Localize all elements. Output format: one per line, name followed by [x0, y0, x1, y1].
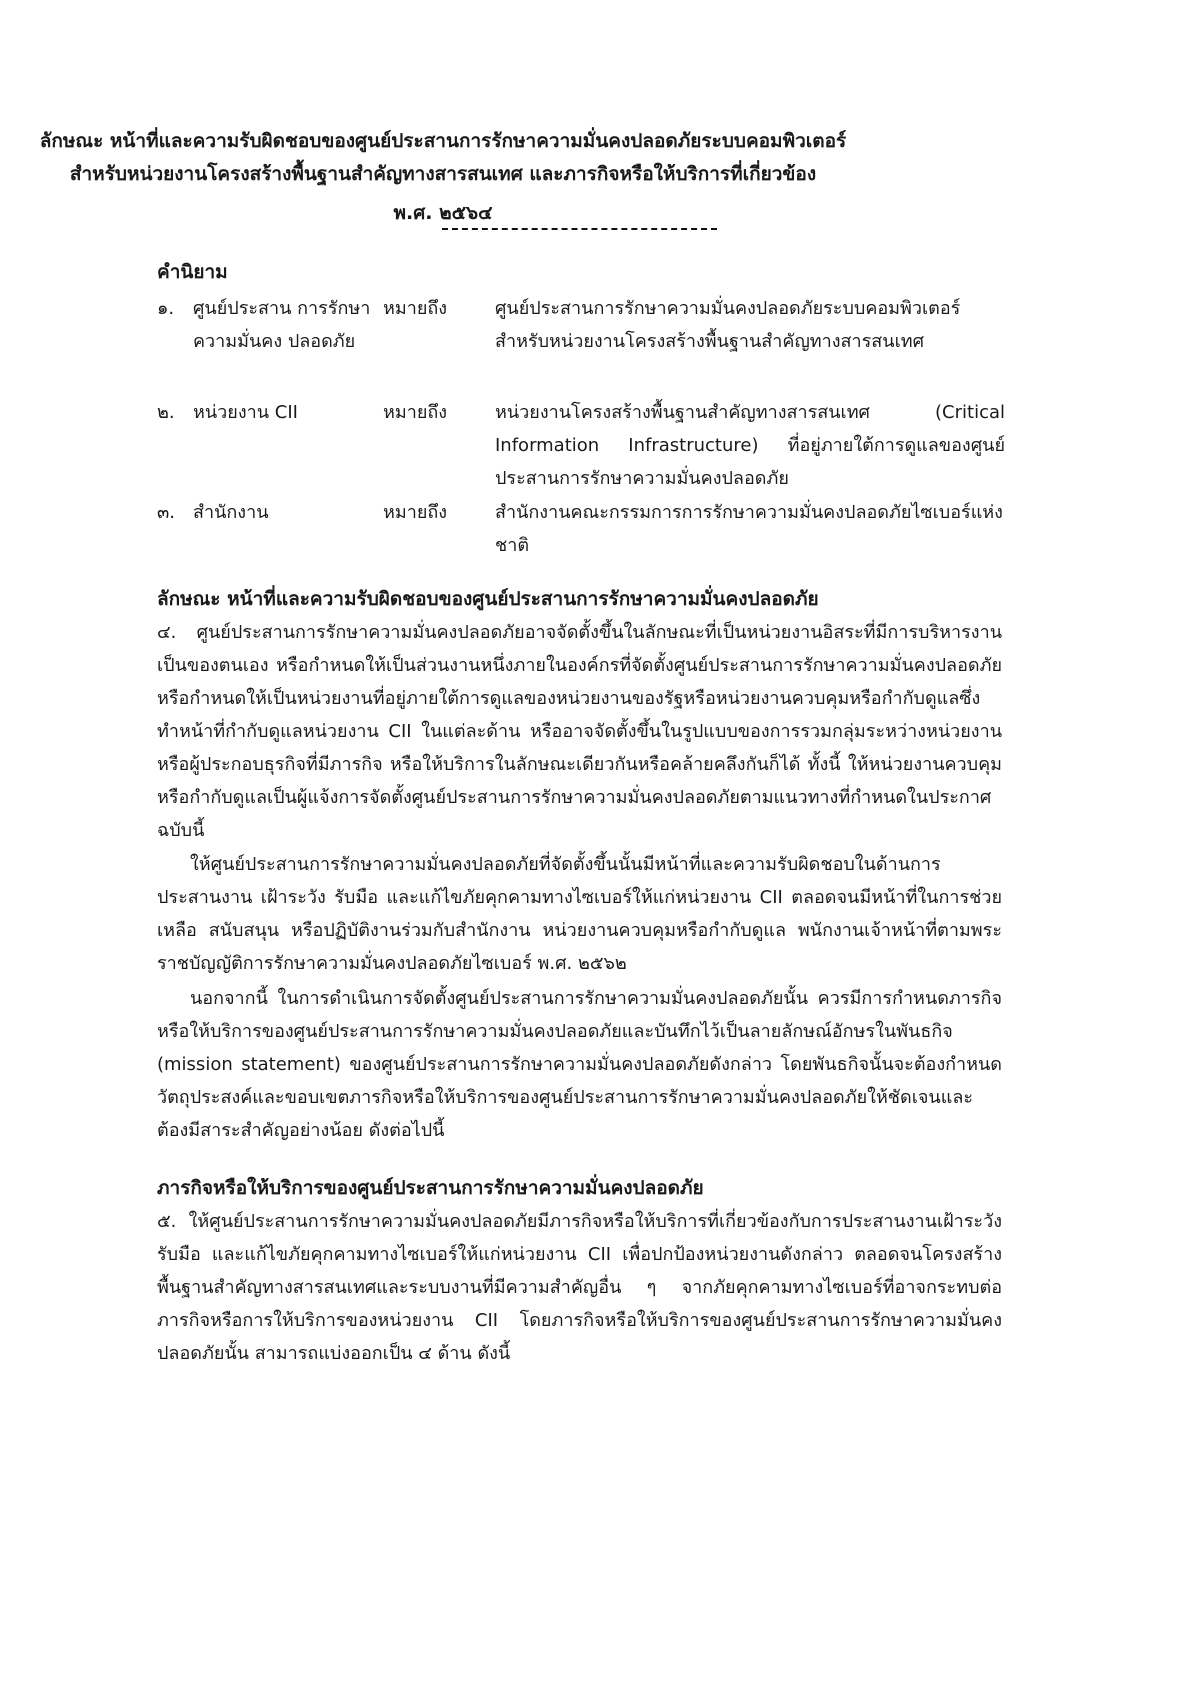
definition-means: หมายถึง [383, 298, 448, 319]
definition-number: ๑. [157, 298, 175, 319]
definition-term: ศูนย์ประสาน การรักษาความมั่นคง ปลอดภัย [193, 298, 371, 352]
section-missions-heading: ภารกิจหรือให้บริการของศูนย์ประสานการรักษาความมั่นคงปลอดภัย [157, 1177, 704, 1199]
definition-description: หน่วยงานโครงสร้างพื้นฐานสำคัญทางสารสนเทศ (Critical Information Infrastructure) ที่อยู่ภายใต้การดูแลของศูนย์ประสานการรักษาความมั่นคงปลอดภัย [495, 402, 1005, 489]
definition-number: ๒. [157, 402, 175, 423]
section-duties-heading: ลักษณะ หน้าที่และความรับผิดชอบของศูนย์ประสานการรักษาความมั่นคงปลอดภัย [157, 588, 819, 610]
section-duties-paragraph-3: นอกจากนี้ ในการดำเนินการจัดตั้งศูนย์ประสานการรักษาความมั่นคงปลอดภัยนั้น ควรมีการกำหนดภารกิจหรือให้บริการของศูนย์ประสานการรักษาความมั่นคงปลอดภัยและบันทึกไว้เป็นลายลักษณ์อักษรในพันธกิจ (mission statement) ของศูนย์ประสานการรักษาความมั่นคงปลอดภัยดังกล่าว โดยพันธกิจนั้นจะต้องกำหนดวัตถุประสงค์และขอบเขตภารกิจหรือให้บริการของศูนย์ประสานการรักษาความมั่นคงปลอดภัยให้ชัดเจนและต้องมีสาระสำคัญอย่างน้อย ดังต่อไปนี้ [157, 988, 1002, 1141]
document-title-line-2: สำหรับหน่วยงานโครงสร้างพื้นฐานสำคัญทางสารสนเทศ และภารกิจหรือให้บริการที่เกี่ยวข้อง [69, 163, 817, 185]
definition-term: หน่วยงาน CII [193, 402, 298, 423]
section-missions-paragraph-1: ๕. ให้ศูนย์ประสานการรักษาความมั่นคงปลอดภัยมีภารกิจหรือให้บริการที่เกี่ยวข้องกับการประสานงานเฝ้าระวัง รับมือ และแก้ไขภัยคุกคามทางไซเบอร์ให้แก่หน่วยงาน CII เพื่อปกป้องหน่วยงานดังกล่าว ตลอดจนโครงสร้างพื้นฐานสำคัญทางสารสนเทศและระบบงานที่มีความสำคัญอื่น ๆ จากภัยคุกคามทางไซเบอร์ที่อาจกระทบต่อภารกิจหรือการให้บริการของหน่วยงาน CII โดยภารกิจหรือให้บริการของศูนย์ประสานการรักษาความมั่นคงปลอดภัยนั้น สามารถแบ่งออกเป็น ๔ ด้าน ดังนี้ [157, 1211, 1002, 1364]
definitions-heading: คำนิยาม [157, 261, 228, 283]
definition-means: หมายถึง [383, 402, 448, 423]
definition-description: ศูนย์ประสานการรักษาความมั่นคงปลอดภัยระบบคอมพิวเตอร์ สำหรับหน่วยงานโครงสร้างพื้นฐานสำคัญทางสารสนเทศ [495, 298, 961, 352]
section-duties-paragraph-1: ๔. ศูนย์ประสานการรักษาความมั่นคงปลอดภัยอาจจัดตั้งขึ้นในลักษณะที่เป็นหน่วยงานอิสระที่มีการบริหารงานเป็นของตนเอง หรือกำหนดให้เป็นส่วนงานหนึ่งภายในองค์กรที่จัดตั้งศูนย์ประสานการรักษาความมั่นคงปลอดภัยหรือกำหนดให้เป็นหน่วยงานที่อยู่ภายใต้การดูแลของหน่วยงานของรัฐหรือหน่วยงานควบคุมหรือกำกับดูแลซึ่งทำหน้าที่กำกับดูแลหน่วยงาน CII ในแต่ละด้าน หรืออาจจัดตั้งขึ้นในรูปแบบของการรวมกลุ่มระหว่างหน่วยงาน หรือผู้ประกอบธุรกิจที่มีภารกิจ หรือให้บริการในลักษณะเดียวกันหรือคล้ายคลึงกันก็ได้ ทั้งนี้ ให้หน่วยงานควบคุมหรือกำกับดูแลเป็นผู้แจ้งการจัดตั้งศูนย์ประสานการรักษาความมั่นคงปลอดภัยตามแนวทางที่กำหนดในประกาศฉบับนี้ [157, 622, 1002, 841]
definition-term: สำนักงาน [193, 502, 269, 523]
definition-number: ๓. [157, 502, 176, 523]
title-divider [442, 228, 717, 230]
document-title-line-1: ลักษณะ หน้าที่และความรับผิดชอบของศูนย์ประสานการรักษาความมั่นคงปลอดภัยระบบคอมพิวเตอร์ [39, 130, 847, 152]
document-title-year: พ.ศ. ๒๕๖๔ [393, 202, 493, 224]
section-duties-paragraph-2: ให้ศูนย์ประสานการรักษาความมั่นคงปลอดภัยที่จัดตั้งขึ้นนั้นมีหน้าที่และความรับผิดชอบในด้านการประสานงาน เฝ้าระวัง รับมือ และแก้ไขภัยคุกคามทางไซเบอร์ให้แก่หน่วยงาน CII ตลอดจนมีหน้าที่ในการช่วยเหลือ สนับสนุน หรือปฏิบัติงานร่วมกับสำนักงาน หน่วยงานควบคุมหรือกำกับดูแล พนักงานเจ้าหน้าที่ตามพระราชบัญญัติการรักษาความมั่นคงปลอดภัยไซเบอร์ พ.ศ. ๒๕๖๒ [157, 854, 1002, 974]
definition-description: สำนักงานคณะกรรมการการรักษาความมั่นคงปลอดภัยไซเบอร์แห่งชาติ [495, 502, 1003, 556]
definition-means: หมายถึง [383, 502, 448, 523]
